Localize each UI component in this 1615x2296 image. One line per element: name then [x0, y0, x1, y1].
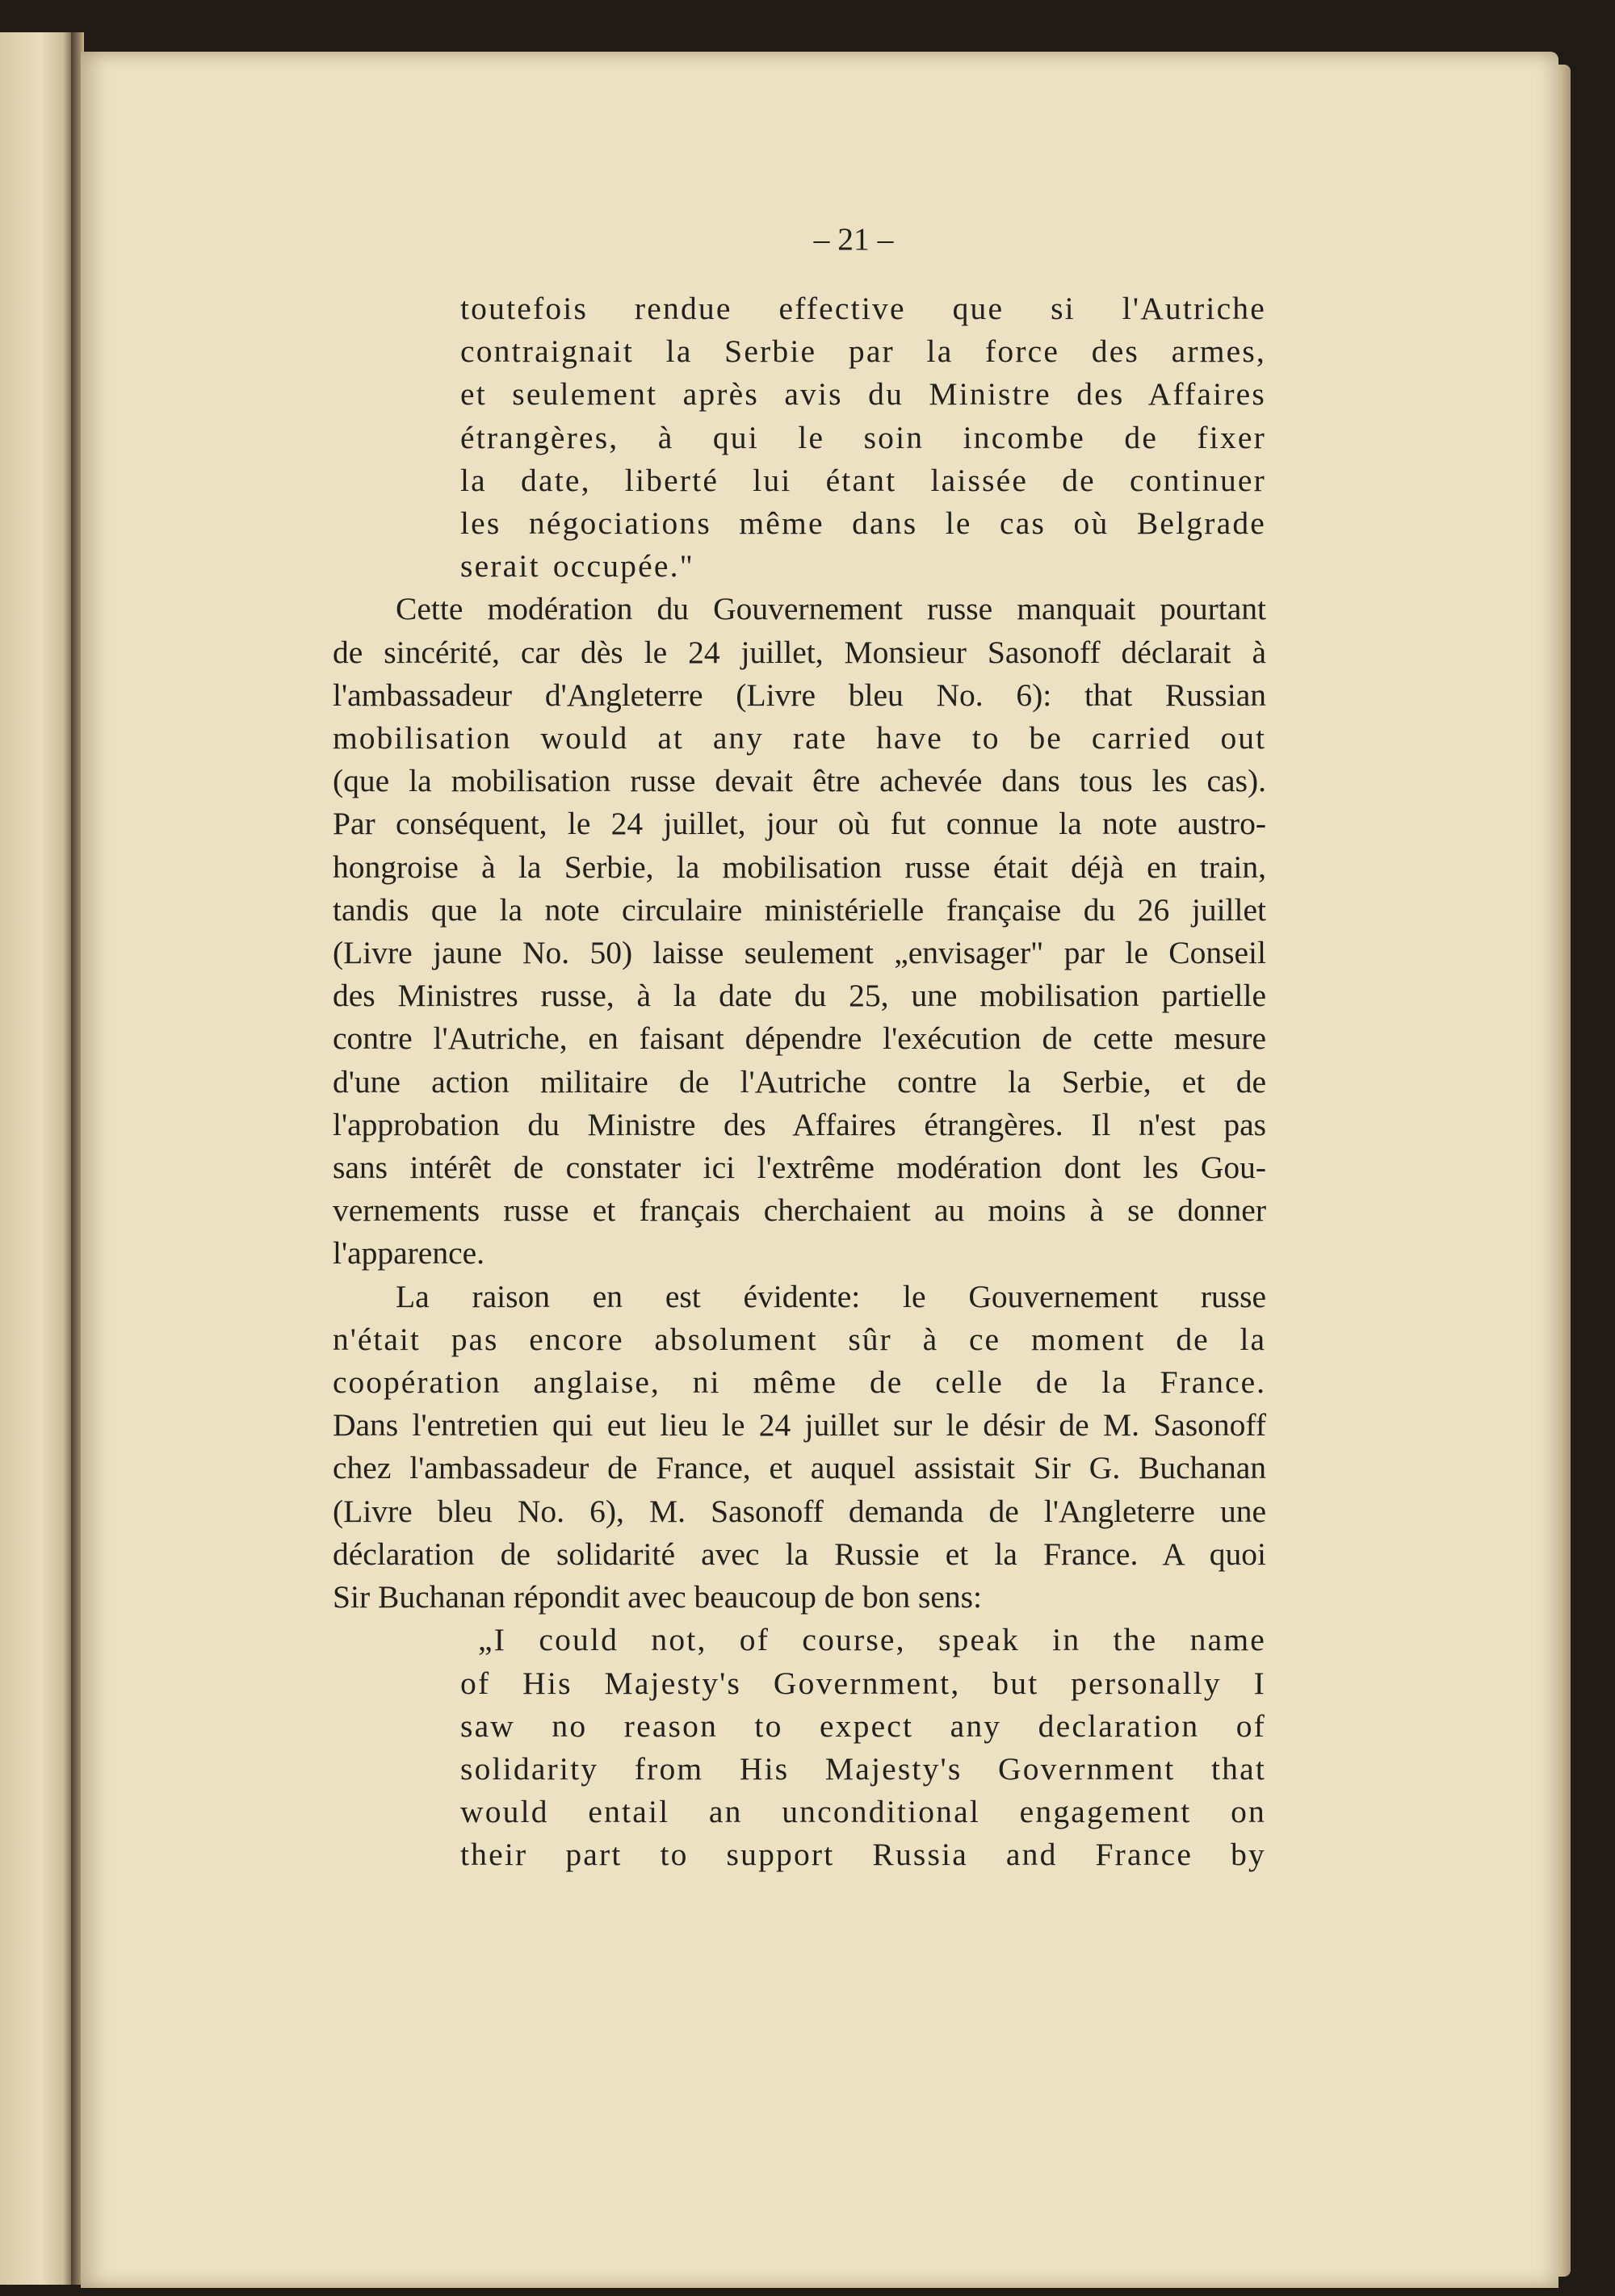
text-line: (Livre jaune No. 50) laisse seulement „envisager" par le Conseil — [333, 935, 1266, 971]
text-line: chez l'ambassadeur de France, et auquel assistait Sir G. Buchanan — [333, 1450, 1266, 1486]
facing-page-edge — [0, 32, 74, 2285]
text-line: de sincérité, car dès le 24 juillet, Monsieur Sasonoff déclarait à — [333, 634, 1266, 670]
text-line: déclaration de solidarité avec la Russie et la France. A quoi — [333, 1536, 1266, 1572]
page-text — [333, 218, 1266, 1877]
paragraph-moderation — [333, 588, 1266, 1275]
text-line: n'était pas encore absolument sûr à ce moment de la — [333, 1321, 1266, 1357]
quotation-buchanan — [333, 1619, 1266, 1876]
text-line: l'approbation du Ministre des Affaires étrangères. Il n'est pas — [333, 1106, 1266, 1142]
quotation-top — [333, 287, 1266, 588]
text-line: vernements russe et français cherchaient au moins à se donner — [333, 1192, 1266, 1229]
text-line: l'ambassadeur d'Angleterre (Livre bleu No. 6): that Russian — [333, 677, 1266, 713]
text-line: Dans l'entretien qui eut lieu le 24 juillet sur le désir de M. Sasonoff — [333, 1407, 1266, 1443]
page-number: – 21 – — [813, 221, 894, 257]
quote-line: les négociations même dans le cas où Belgrade — [460, 505, 1266, 542]
text-line: hongroise à la Serbie, la mobilisation russe était déjà en train, — [333, 848, 1266, 885]
quote-line: étrangères, à qui le soin incombe de fixer — [460, 419, 1266, 455]
quote-line: contraignait la Serbie par la force des armes, — [460, 333, 1266, 370]
paragraph-reason — [333, 1276, 1266, 1619]
quote-line: would entail an unconditional engagement on — [460, 1794, 1266, 1830]
text-line: Sir Buchanan répondit avec beaucoup de bon sens: — [333, 1579, 983, 1615]
text-line: des Ministres russe, à la date du 25, une mobilisation partielle — [333, 978, 1266, 1014]
quote-line: their part to support Russia and France by — [460, 1837, 1266, 1873]
text-line: d'une action militaire de l'Autriche contre la Serbie, et de — [333, 1063, 1266, 1100]
text-line: (que la mobilisation russe devait être achevée dans tous les cas). — [333, 763, 1266, 799]
quote-line: solidarity from His Majesty's Government that — [460, 1750, 1266, 1787]
quote-line: saw no reason to expect any declaration of — [460, 1707, 1266, 1744]
quote-line: of His Majesty's Government, but personally I — [460, 1665, 1266, 1701]
text-line: mobilisation would at any rate have to be carried out — [333, 720, 1266, 756]
text-line: contre l'Autriche, en faisant dépendre l'exécution de cette mesure — [333, 1020, 1266, 1057]
text-line: La raison en est évidente: le Gouvernement russe — [396, 1278, 1266, 1314]
text-line: Cette modération du Gouvernement russe manquait pourtant — [396, 591, 1266, 627]
text-line: coopération anglaise, ni même de celle de la France. — [333, 1364, 1266, 1401]
text-line: tandis que la note circulaire ministérielle française du 26 juillet — [333, 891, 1266, 928]
quote-line: serait occupée." — [460, 548, 694, 584]
quote-line: la date, liberté lui étant laissée de continuer — [460, 462, 1266, 498]
text-line: Par conséquent, le 24 juillet, jour où fut connue la note austro- — [333, 806, 1266, 842]
text-line: l'apparence. — [333, 1235, 485, 1272]
text-line: (Livre bleu No. 6), M. Sasonoff demanda de l'Angleterre une — [333, 1493, 1266, 1529]
quote-line: toutefois rendue effective que si l'Autriche — [460, 291, 1266, 326]
quote-line: et seulement après avis du Ministre des Affaires — [460, 376, 1266, 413]
quote-line: „I could not, of course, speak in the name — [478, 1622, 1266, 1658]
text-line: sans intérêt de constater ici l'extrême modération dont les Gou- — [333, 1150, 1266, 1186]
